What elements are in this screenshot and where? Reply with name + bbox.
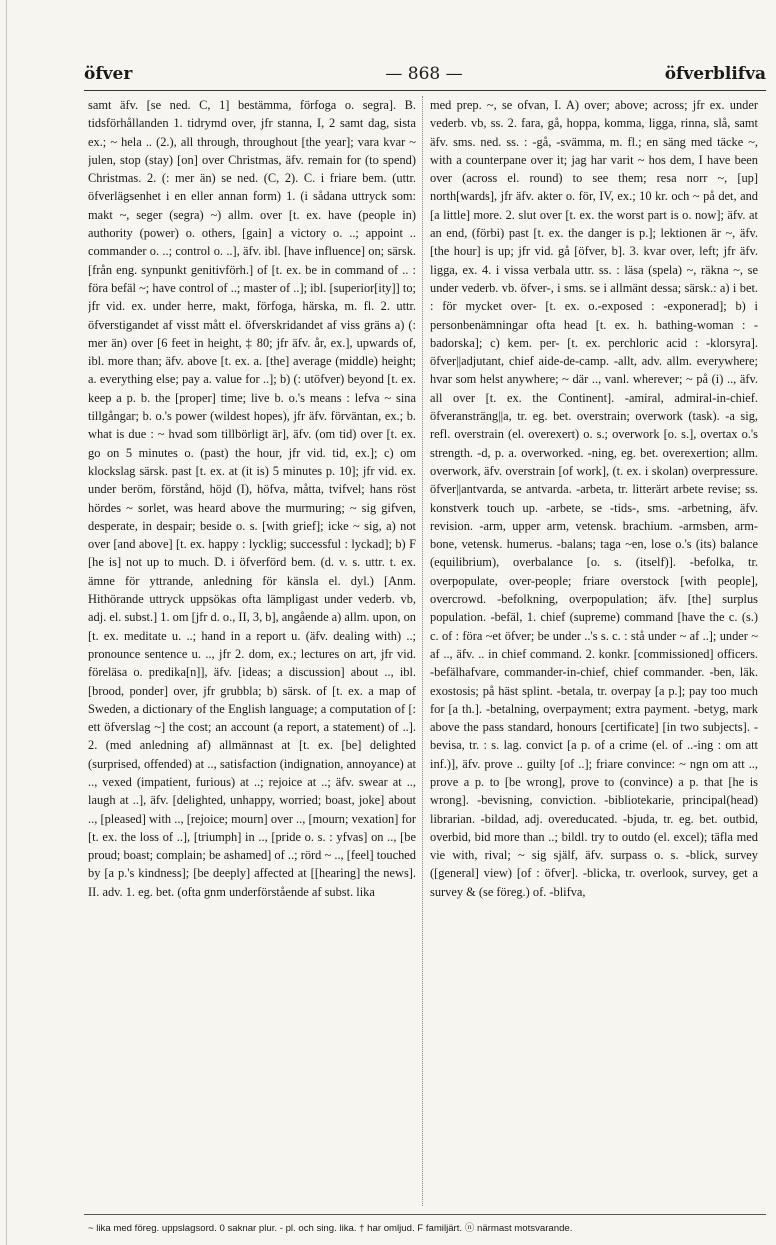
header-left-word: öfver — [84, 64, 133, 84]
header-right-word: öfverblifva — [664, 64, 766, 84]
page-number: — 868 — — [385, 64, 463, 84]
header-rule — [84, 90, 766, 91]
abbreviation-key: ~ lika med föreg. uppslagsord. 0 saknar plur. - pl. och sing. lika. † har omljud. F familjärt. ⓝ närmast motsvarande. — [88, 1223, 573, 1234]
left-column — [88, 96, 416, 1218]
page-edge-line — [6, 0, 7, 1245]
left-column-text: samt äfv. [se ned. C, 1] bestämma, förfoga o. segra]. B. tidsförhållanden 1. tidrymd over, jfr stanna, I, 2 samt dag, sista ex.; ~ hela .. (2.), all through, throughout [the year]; vara kvar ~ julen, stop (stay) [on] over Christmas, äfv. remain for (to spend) Christmas. 2. (: mer än) se ned. (C, 2). C. i friare bem. (uttr. öfverlägsenhet i en eller annan form) 1. (i sådana uttryck som: makt ~, seger (segra) ~) allm. over [t. ex. have (people in) authority (power) o. others, [gain] a victory o. ..; appoint .. commander o. ..; control o. ..], äfv. ibl. [have influence] on; särsk. [från eng. synpunkt genitivförh.] of [t. ex. be in command of .. : föra befäl ~; have control of ..; master of ..]; ibl. [superior[ity]] to; jfr vid. ex. under herre, makt, förfoga, härska, m. fl. 2. uttr. öfverstigandet af visst mått el. öfverskridandet af viss gräns a) (: mer än) over [6 feet in height, ‡ 80; jfr äfv. år, ex.], upwards of, ibl. more than; äfv. above [t. ex. a. [the] average (middle) height; a. everything else; pay a. value for ..]; b) (: utöfver) beyond [t. ex. keep a p. b. the [proper] time; live b. o.'s means : lefva ~ sina tillgångar; b. o.'s power (wildest hopes), jfr äfv. förväntan, ex.; b. what is due : ~ hvad som tillbörligt är], äfv. (om tid) over [t. ex. go on 5 minutes o. (past) the hour, jfr vid. tid, ex.]; c) om klockslag särsk. past [t. ex. at (it is) 5 minutes p. 10]; jfr vid. ex. under beröm, förstånd, höjd (I), höfva, måtta, tvifvel; hans röst hördes ~ sorlet, was heard above the murmuring; ~ sig gifven, desperate, in despair; beside o. s. [with grief]; icke ~ sig, a) not over [and above] [t. ex. happy : lycklig; successful : lyckad]; b) F [he is] not up to much. D. i öfverförd bem. (d. v. s. uttr. t. ex. ämne för yttrande, anledning för känsla el. dyl.) [Anm. Hithörande uttryck uppsökas ofta lämpligast under vederb. vb, adj. el. subst.] 1. om [jfr d. o., II, 3, b], angående a) allm. upon, on [t. ex. meditate u. ..; hand in a report u. (äfv. dealing with) ..; pronounce sentence u. .., jfr 2. dom, ex.; lectures on art, jfr vid. föreläsa o. predika[n]], äfv. [ideas; a discussion] about .., ibl. [brood, ponder] over, jfr grubbla; b) särsk. of [t. ex. a map of Sweden, a dictionary of the English language; a computation of [: ett öfverslag ~] the cost; an account (a report, a statement) of ..]. 2. (med anledning af) allmännast at [t. ex. [be] delighted (surprised, offended) at .., satisfaction (indignation, annoyance) at .., vexed (impatient, furious) at ..; rejoice at ..; äfv. swear at .., laugh at ..], äfv. [delighted, unhappy, worried; boast, joke] about .., [pleased] with .., [rejoice; mourn] over .., [mourn; vexation] for [t. ex. the loss of ..], [triumph] in .., [pride o. s. : yfvas] on .., [be proud; boast; complain; be ashamed] of ..; rörd ~ .., [feel] touched by [a p.'s kindness]; [be deeply] affected at [[hearing] the news]. II. adv. 1. eg. bet. (ofta gnm underförstående af subst. lika — [88, 98, 416, 899]
running-header — [84, 64, 766, 90]
right-column-text: med prep. ~, se ofvan, I. A) over; above; across; jfr ex. under vederb. vb, ss. 2. fara, gå, hoppa, komma, ligga, rinna, slå, samt äfv. sms. ned. ss. : -gå, -svämma, m. fl.; en säng med täcke ~, with a counterpane over it; jag har varit ~ hos dem, I have been over (across el. round) to see them; resa norr ~, [up] north[wards], jfr äfv. akter o. för, IV, ex.; 10 kr. och ~ på det, and [a little] more. 2. slut over [t. ex. the worst part is o. now]; äfv. at an end, (förbi) past [t. ex. the danger is p.]; lektionen är ~, äfv. [the hour] is up; jfr vid. gå [öfver, b]. 3. kvar over, left; jfr äfv. ligga, ex. 4. i vissa verbala uttr. ss. : läsa (spela) ~, räkna ~, se under vederb. vb. öfver-, i sms. se i allmänt dessa; särsk.: a) i bet. : för mycket over- [t. ex. o.-exposed : -exponerad]; b) i personbenämningar ofta head [t. ex. h. bathing-woman : -badorska]; c) kem. per- [t. ex. perchloric acid : -klorsyra]. öfver||adjutant, chief aide-de-camp. -allt, adv. allm. everywhere; hvar som helst anywhere; ~ där .., vanl. wherever; ~ på (i) .., äfv. all over [t. ex. the Continent]. -amiral, admiral-in-chief. öfveransträng||a, tr. eg. bet. overstrain; overwork (task). -a sig, refl. overstrain (el. overexert) o. s.; overwork [o. s.], overtax o.'s strength. -d, p. a. overworked. -ning, eg. bet. overexertion; allm. overwork, äfv. overstrain [of work], (t. ex. i skolan) overpressure. öfver||antvarda, se antvarda. -arbeta, tr. litterärt arbete revise; ss. konstverk touch up. -arbete, se -tids-, sms. -arbetning, äfv. revision. -arm, upper arm, vetensk. brachium. -armsben, arm-bone, vetensk. humerus. -balans; taga ~en, lose o.'s (its) balance (equilibrium), overbalance [o. s. (itself)]. -befolka, tr. overpopulate, over-people; friare overstock [with people], overcrowd. -befolkning, overpopulation; äfv. [the] surplus population. -befäl, 1. chief (supreme) command [have the c. (s.) c. of : föra ~et öfver; be under ..'s s. c. : stå under ~ af ..]; under ~ af .., äfv. .. in chief command. 2. konkr. [commissioned] officers. -befälhafvare, commander-in-chief, chief commander. -ben, läk. exostosis; på häst splint. -betala, tr. overpay [a p.]; pay too much for [a th.]. -betalning, overpayment; extra payment. -betyg, mark above the pass standard, honours [certificate] [in two subjects]. -bevisa, tr. : s. lag. convict [a p. of a crime (el. of ..-ing : om att inf.)], äfv. prove .. guilty [of ..]; friare convince: ~ ngn om att .., prove a p. to [be wrong], prove to (convince) a p. that [he is wrong]. -bevisning, conviction. -bibliotekarie, principal(head) librarian. -bildad, adj. overeducated. -bjuda, tr. eg. bet. outbid, overbid, bid more than ..; bildl. try to outdo (el. excel); täfla med vie with, rival; ~ sig själf, äfv. surpass o. s. -blick, survey ([general] view) [of : öfver]. -blicka, tr. overlook, survey, get a survey & (se föreg.) of. -blifva, — [430, 98, 758, 899]
column-divider — [422, 96, 423, 1206]
footer-rule — [84, 1214, 766, 1215]
right-column — [430, 96, 758, 1218]
